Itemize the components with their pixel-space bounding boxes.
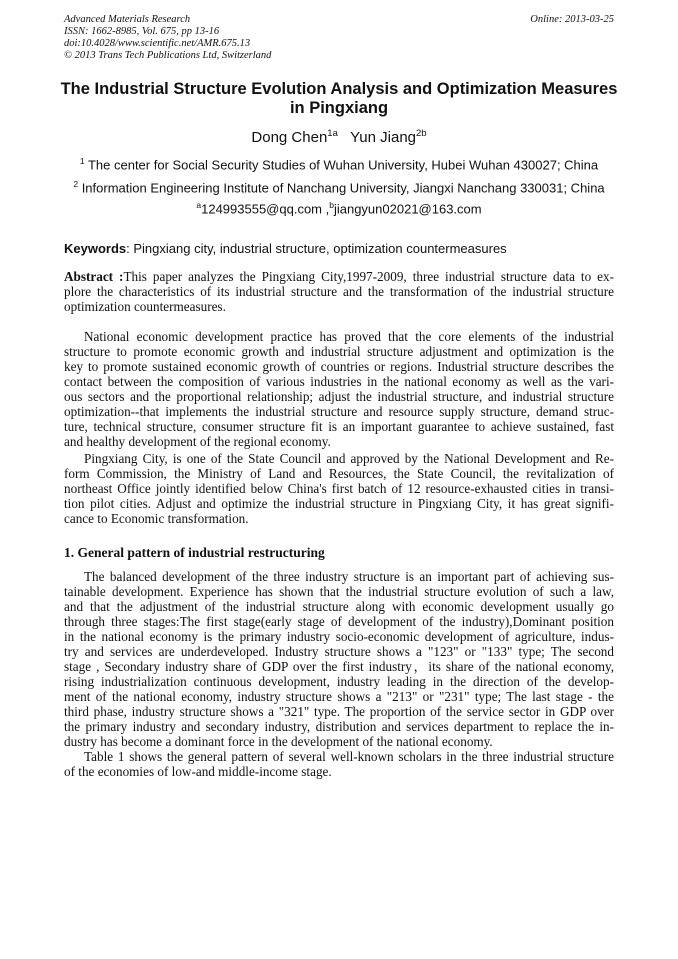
email-sup: b — [329, 200, 334, 210]
title-line: The Industrial Structure Evolution Analysis and Optimization Measures — [60, 80, 618, 98]
abstract-line — [64, 269, 614, 284]
paper-title — [40, 80, 638, 118]
section-paragraph-1 — [64, 569, 614, 749]
authors — [0, 128, 678, 146]
abstract-line: optimization countermeasures. — [64, 299, 226, 314]
paragraph-line: rising industrialization continuous development, industry leading in the direction of the develop- — [64, 674, 614, 689]
paragraph-line: form Commission, the Ministry of Land and Resources, the State Council, the revitalization of — [64, 466, 614, 481]
paragraph-line: northeast Office jointly identified below China's first batch of 12 resource-exhausted cities in transi- — [64, 481, 614, 496]
intro-paragraph-1 — [64, 329, 614, 449]
paragraph-line: cance to Economic transformation. — [64, 511, 249, 526]
email-sup: a — [196, 200, 202, 210]
title-line: in Pingxiang — [289, 99, 389, 117]
keywords — [64, 241, 507, 256]
author-sup: 2b — [416, 128, 427, 139]
keywords-text: : Pingxiang city, industrial structure, optimization countermeasures — [126, 241, 507, 256]
paragraph-line: through three stages:The first stage(early stage of development of the industry),Dominant position — [64, 614, 614, 629]
affiliation-sup: 2 — [73, 179, 79, 189]
affiliation — [0, 179, 678, 195]
paragraph-line: tainable development. Experience has shown that the industrial structure evolution of such a law, — [64, 584, 614, 599]
journal-name: Advanced Materials Research — [64, 14, 191, 25]
paragraph-line: The balanced development of the three industry structure is an important part of achieving sus- — [84, 569, 614, 584]
affiliation — [0, 156, 678, 172]
email-b: jiangyun02021@163.com — [333, 201, 482, 217]
paragraph-line: dustry has become a dominant force in the development of the national economy. — [64, 734, 493, 749]
abstract-text: This paper analyzes the Pingxiang City,1997-2009, three industrial structure data to ex- — [123, 269, 614, 284]
paragraph-line: stage , Secondary industry share of GDP over the first industry，its share of the national economy, — [64, 659, 614, 674]
section-heading: 1. General pattern of industrial restructuring — [64, 545, 325, 560]
issn: ISSN: 1662-8985, Vol. 675, pp 13-16 — [64, 26, 220, 37]
paragraph-line: tion pilot cities. Adjust and optimize the industrial structure in Pingxiang City, it has great signifi- — [64, 496, 614, 511]
paragraph-line: contact between the composition of various industries in the national economy as well as the vari- — [64, 374, 614, 389]
paragraph-line: third phase, industry structure shows a "321" type. The proportion of the service sector in GDP over — [64, 704, 614, 719]
affiliation-text: Information Engineering Institute of Nanchang University, Jiangxi Nanchang 330031; China — [81, 180, 605, 196]
paragraph-line: in the national economy is the primary industry socio-economic development of agriculture, indus- — [64, 629, 614, 644]
author-name: Dong Chen — [251, 129, 328, 146]
intro-paragraph-2 — [64, 451, 614, 526]
paragraph-line: and healthy development of the regional economy. — [64, 434, 331, 449]
abstract-label: Abstract : — [64, 269, 124, 284]
keywords-label: Keywords — [64, 241, 127, 256]
paragraph-line: ture, technical structure, consumer structure fit is an important guarantee to achieve sustained, fast — [64, 419, 614, 434]
doi: doi:10.4028/www.scientific.net/AMR.675.13 — [64, 38, 251, 49]
paragraph-line: and that the adjustment of the industrial structure along with economic development usually go — [64, 599, 614, 614]
paragraph-line: ous sectors and the proportional relationship; adjust the industrial structure, and industrial structure — [64, 389, 614, 404]
journal-header — [64, 14, 271, 62]
paragraph-line: try and services are underdeveloped. Industry structure shows a "123" or "133" type; The second — [64, 644, 614, 659]
paragraph-line: optimization--that implements the industrial structure and resource supply structure, demand struc- — [64, 404, 614, 419]
author-name: Yun Jiang — [350, 129, 416, 146]
emails — [0, 200, 678, 216]
paragraph-line: of the economies of low-and middle-income stage. — [64, 764, 332, 779]
copyright: © 2013 Trans Tech Publications Ltd, Switzerland — [64, 50, 272, 61]
section-paragraph-2 — [64, 749, 614, 779]
paragraph-line: National economic development practice has proved that the core elements of the industrial — [84, 329, 614, 344]
online-date: Online: 2013-03-25 — [530, 14, 614, 25]
paragraph-line: ment of the national economy, industry structure shows a "213" or "231" type; The last stage - the — [64, 689, 614, 704]
author-sup: 1a — [327, 128, 338, 139]
paragraph-line: Pingxiang City, is one of the State Council and approved by the National Development and Re- — [84, 451, 614, 466]
abstract-line: plore the characteristics of its industrial structure and the transformation of the industrial structure — [64, 284, 614, 299]
abstract — [64, 269, 614, 314]
affiliation-sup: 1 — [79, 156, 85, 166]
paragraph-line: structure to promote economic growth and industrial structure adjustment and optimization is the — [64, 344, 614, 359]
paragraph-line: Table 1 shows the general pattern of several well-known scholars in the three industrial structure — [84, 749, 614, 764]
email-a: 124993555@qq.com , — [201, 201, 330, 217]
paragraph-line: the primary industry and secondary industry, distribution and services department to replace the in- — [64, 719, 614, 734]
affiliation-text: The center for Social Security Studies of Wuhan University, Hubei Wuhan 430027; China — [87, 157, 599, 173]
paragraph-line: key to promote sustained economic growth of countries or regions. Industrial structure describes the — [64, 359, 614, 374]
